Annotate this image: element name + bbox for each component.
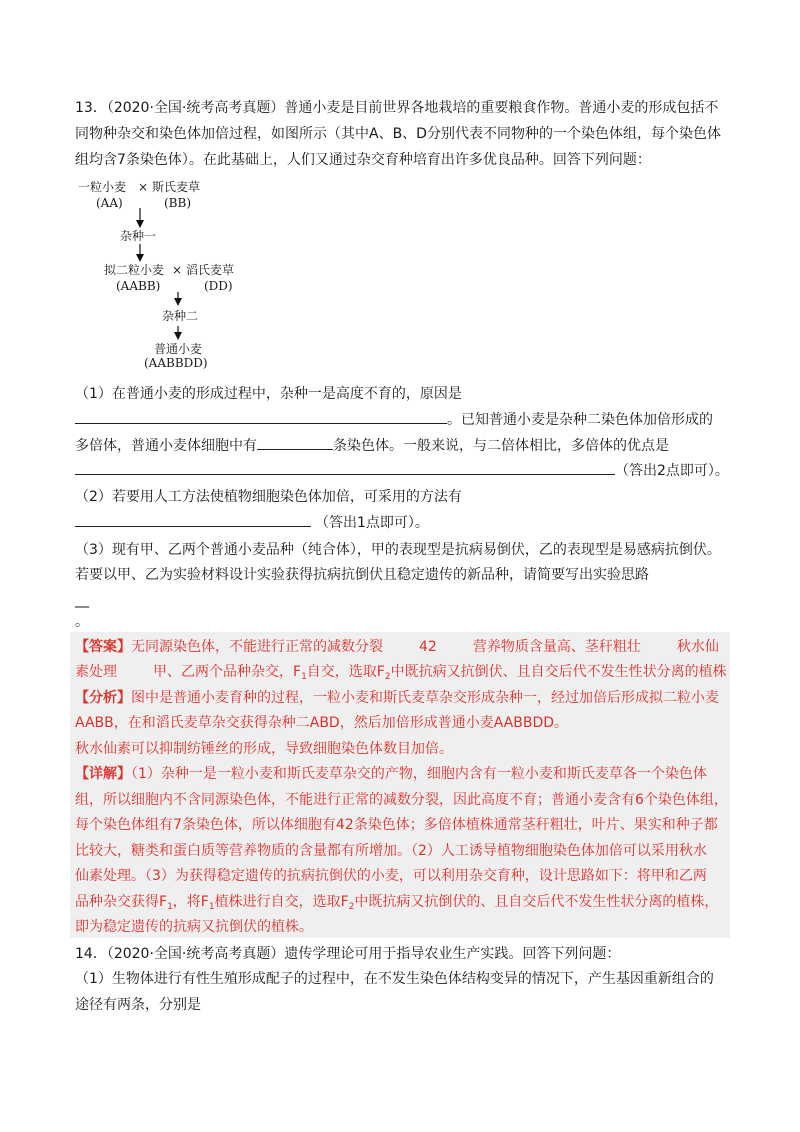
q13-part2-line-1: （2）若要用人工方法使植物细胞染色体加倍，可采用的方法有	[75, 489, 462, 505]
answer-line-1	[75, 637, 719, 657]
hybrid-one: 杂种一	[120, 229, 157, 243]
q13-part1-line-4	[75, 460, 729, 481]
q13-part2-line-2-text: （答出1点即可）。	[315, 515, 429, 531]
answer-blank-2[interactable]	[257, 435, 333, 450]
detail-line-3: 每个染色体组有7条染色体，所以体细胞有42条染色体；多倍体植株通常茎秆粗壮，叶片、果实和种子都	[75, 817, 718, 833]
detail-sub-f1a: 1	[167, 902, 173, 912]
cross-symbol-2: ×	[172, 263, 183, 277]
detail-line-4: 比较大，糖类和蛋白质等营养物质的含量都有所增加。（2）人工诱导植物细胞染色体加倍可以采用秋水	[75, 843, 707, 859]
q14-stem-line-1: 14．（2020·全国·统考高考真题）遗传学理论可用于指导农业生产实践。回答下列问题：	[75, 946, 621, 962]
analysis-line-3: 秋水仙素可以抑制纺锤丝的形成，导致细胞染色体数目加倍。	[75, 741, 453, 757]
q13-part1-line-3	[75, 435, 669, 456]
q13-stem-line-1: 13．（2020·全国·统考高考真题）普通小麦是目前世界各地栽培的重要粮食作物。普通小麦的形成包括不	[75, 100, 719, 116]
genome-aabbdd: (AABBDD)	[144, 356, 208, 370]
q13-part1-line-1: （1）在普通小麦的形成过程中，杂种一是高度不育的，原因是	[75, 386, 462, 402]
plant-aegilops-tauschii: 滔氏麦草	[186, 263, 235, 277]
arrow-3-head	[174, 298, 182, 306]
plant-aegilops-speltoides: 斯氏麦草	[152, 180, 201, 194]
answer-line-2	[75, 662, 727, 682]
detail-line-7: 即为稳定遗传的抗病又抗倒伏的植株。	[75, 919, 313, 935]
q13-part3-end: 。	[75, 614, 89, 630]
genome-dd: (DD)	[204, 279, 233, 293]
detail-sub-f2: 2	[348, 902, 355, 912]
hybrid-two: 杂种二	[162, 309, 199, 323]
detail-6c: 植株进行自交，选取F	[214, 894, 349, 910]
sub-f2: 2	[384, 672, 391, 682]
q14-part1-line-1: （1）生物体进行有性生殖形成配子的过程中，在不发生染色体结构变异的情况下，产生基因重新组合的	[75, 971, 714, 987]
q14-part1-line-2: 途径有两条，分别是	[75, 997, 201, 1013]
analysis-line-1	[75, 688, 719, 708]
q13-part3-line-1: （3）现有甲、乙两个普通小麦品种（纯合体），甲的表现型是抗病易倒伏，乙的表现型是易感病抗倒伏。	[75, 542, 721, 558]
genome-aa: (AA)	[96, 196, 123, 210]
answer-1: 无同源染色体，不能进行正常的减数分裂	[131, 639, 383, 655]
common-wheat: 普通小麦	[154, 342, 203, 356]
sub-f1: 1	[301, 672, 307, 682]
genome-aabb: (AABB)	[116, 279, 161, 293]
answer-blank-1[interactable]	[75, 409, 447, 424]
arrow-1-head	[136, 220, 144, 228]
detail-text-1: （1）杂种一是一粒小麦和斯氏麦草杂交的产物，细胞内含有一粒小麦和斯氏麦草各一个染色体	[131, 766, 707, 782]
cross-symbol-1: ×	[138, 180, 149, 194]
q13-part1-line-3b: 条染色体。一般来说，与二倍体相比，多倍体的优点是	[333, 438, 669, 454]
detail-tag: 【详解】	[75, 766, 131, 782]
answer-5a: 甲、乙两个品种杂交，F	[153, 664, 302, 680]
answer-3: 营养物质含量高、茎秆粗壮	[472, 639, 641, 655]
analysis-text-1: 图中是普通小麦育种的过程，一粒小麦和斯氏麦草杂交形成杂种一，经过加倍后形成拟二粒小麦	[131, 690, 719, 706]
answer-blank-4[interactable]	[75, 512, 311, 527]
detail-sub-f1b: 1	[208, 902, 215, 912]
q13-stem-line-3: 组均含7条染色体）。在此基础上，人们又通过杂交育种培育出许多优良品种。回答下列问题：	[75, 152, 651, 168]
detail-line-6	[75, 892, 718, 912]
analysis-tag: 【分析】	[75, 690, 131, 706]
detail-6b: ，将F	[172, 894, 209, 910]
genome-bb: (BB)	[164, 196, 191, 210]
q13-part1-line-2	[75, 409, 713, 430]
detail-6a: 品种杂交获得F	[75, 894, 168, 910]
answer-tag: 【答案】	[75, 639, 131, 655]
arrow-4-head	[174, 332, 182, 340]
answer-blank-3[interactable]	[75, 460, 615, 475]
q13-part2-line-2	[75, 512, 429, 533]
plant-einkorn: 一粒小麦	[78, 180, 127, 194]
q13-part1-line-3a: 多倍体，普通小麦体细胞中有	[75, 438, 257, 454]
q13-part3-blank[interactable]: __	[75, 592, 89, 608]
answer-4b: 素处理	[75, 664, 117, 680]
analysis-line-2: AABB，在和滔氏麦草杂交获得杂种二ABD，然后加倍形成普通小麦AABBDD。	[75, 715, 569, 731]
answer-5b: 自交，选取F	[306, 664, 385, 680]
q13-part3-line-2: 若要以甲、乙为实验材料设计实验获得抗病抗倒伏且稳定遗传的新品种，请简要写出实验思路	[75, 567, 649, 583]
detail-line-1	[75, 764, 707, 784]
arrow-2-head	[136, 254, 144, 262]
q13-part1-line-2-text: 。已知普通小麦是杂种二染色体加倍形成的	[447, 412, 713, 428]
answer-5c: 中既抗病又抗倒伏、且自交后代不发生性状分离的植株	[390, 664, 727, 680]
detail-line-5: 仙素处理。（3）为获得稳定遗传的抗病抗倒伏的小麦，可以利用杂交育种，设计思路如下：将甲和乙两	[75, 868, 707, 884]
q13-stem-line-2: 同物种杂交和染色体加倍过程，如图所示（其中A、B、D分别代表不同物种的一个染色体组，每个染色体	[75, 126, 721, 142]
answer-4: 秋水仙	[676, 639, 719, 655]
answer-2: 42	[419, 639, 437, 655]
q13-part1-line-4-text: （答出2点即可）。	[615, 463, 729, 479]
plant-tetraploid-wheat: 拟二粒小麦	[104, 263, 165, 277]
detail-6d: 中既抗病又抗倒伏的、且自交后代不发生性状分离的植株，	[354, 894, 719, 910]
detail-line-2: 组，所以细胞内不含同源染色体，不能进行正常的减数分裂，因此高度不育；普通小麦含有6个染色体组，	[75, 792, 728, 808]
